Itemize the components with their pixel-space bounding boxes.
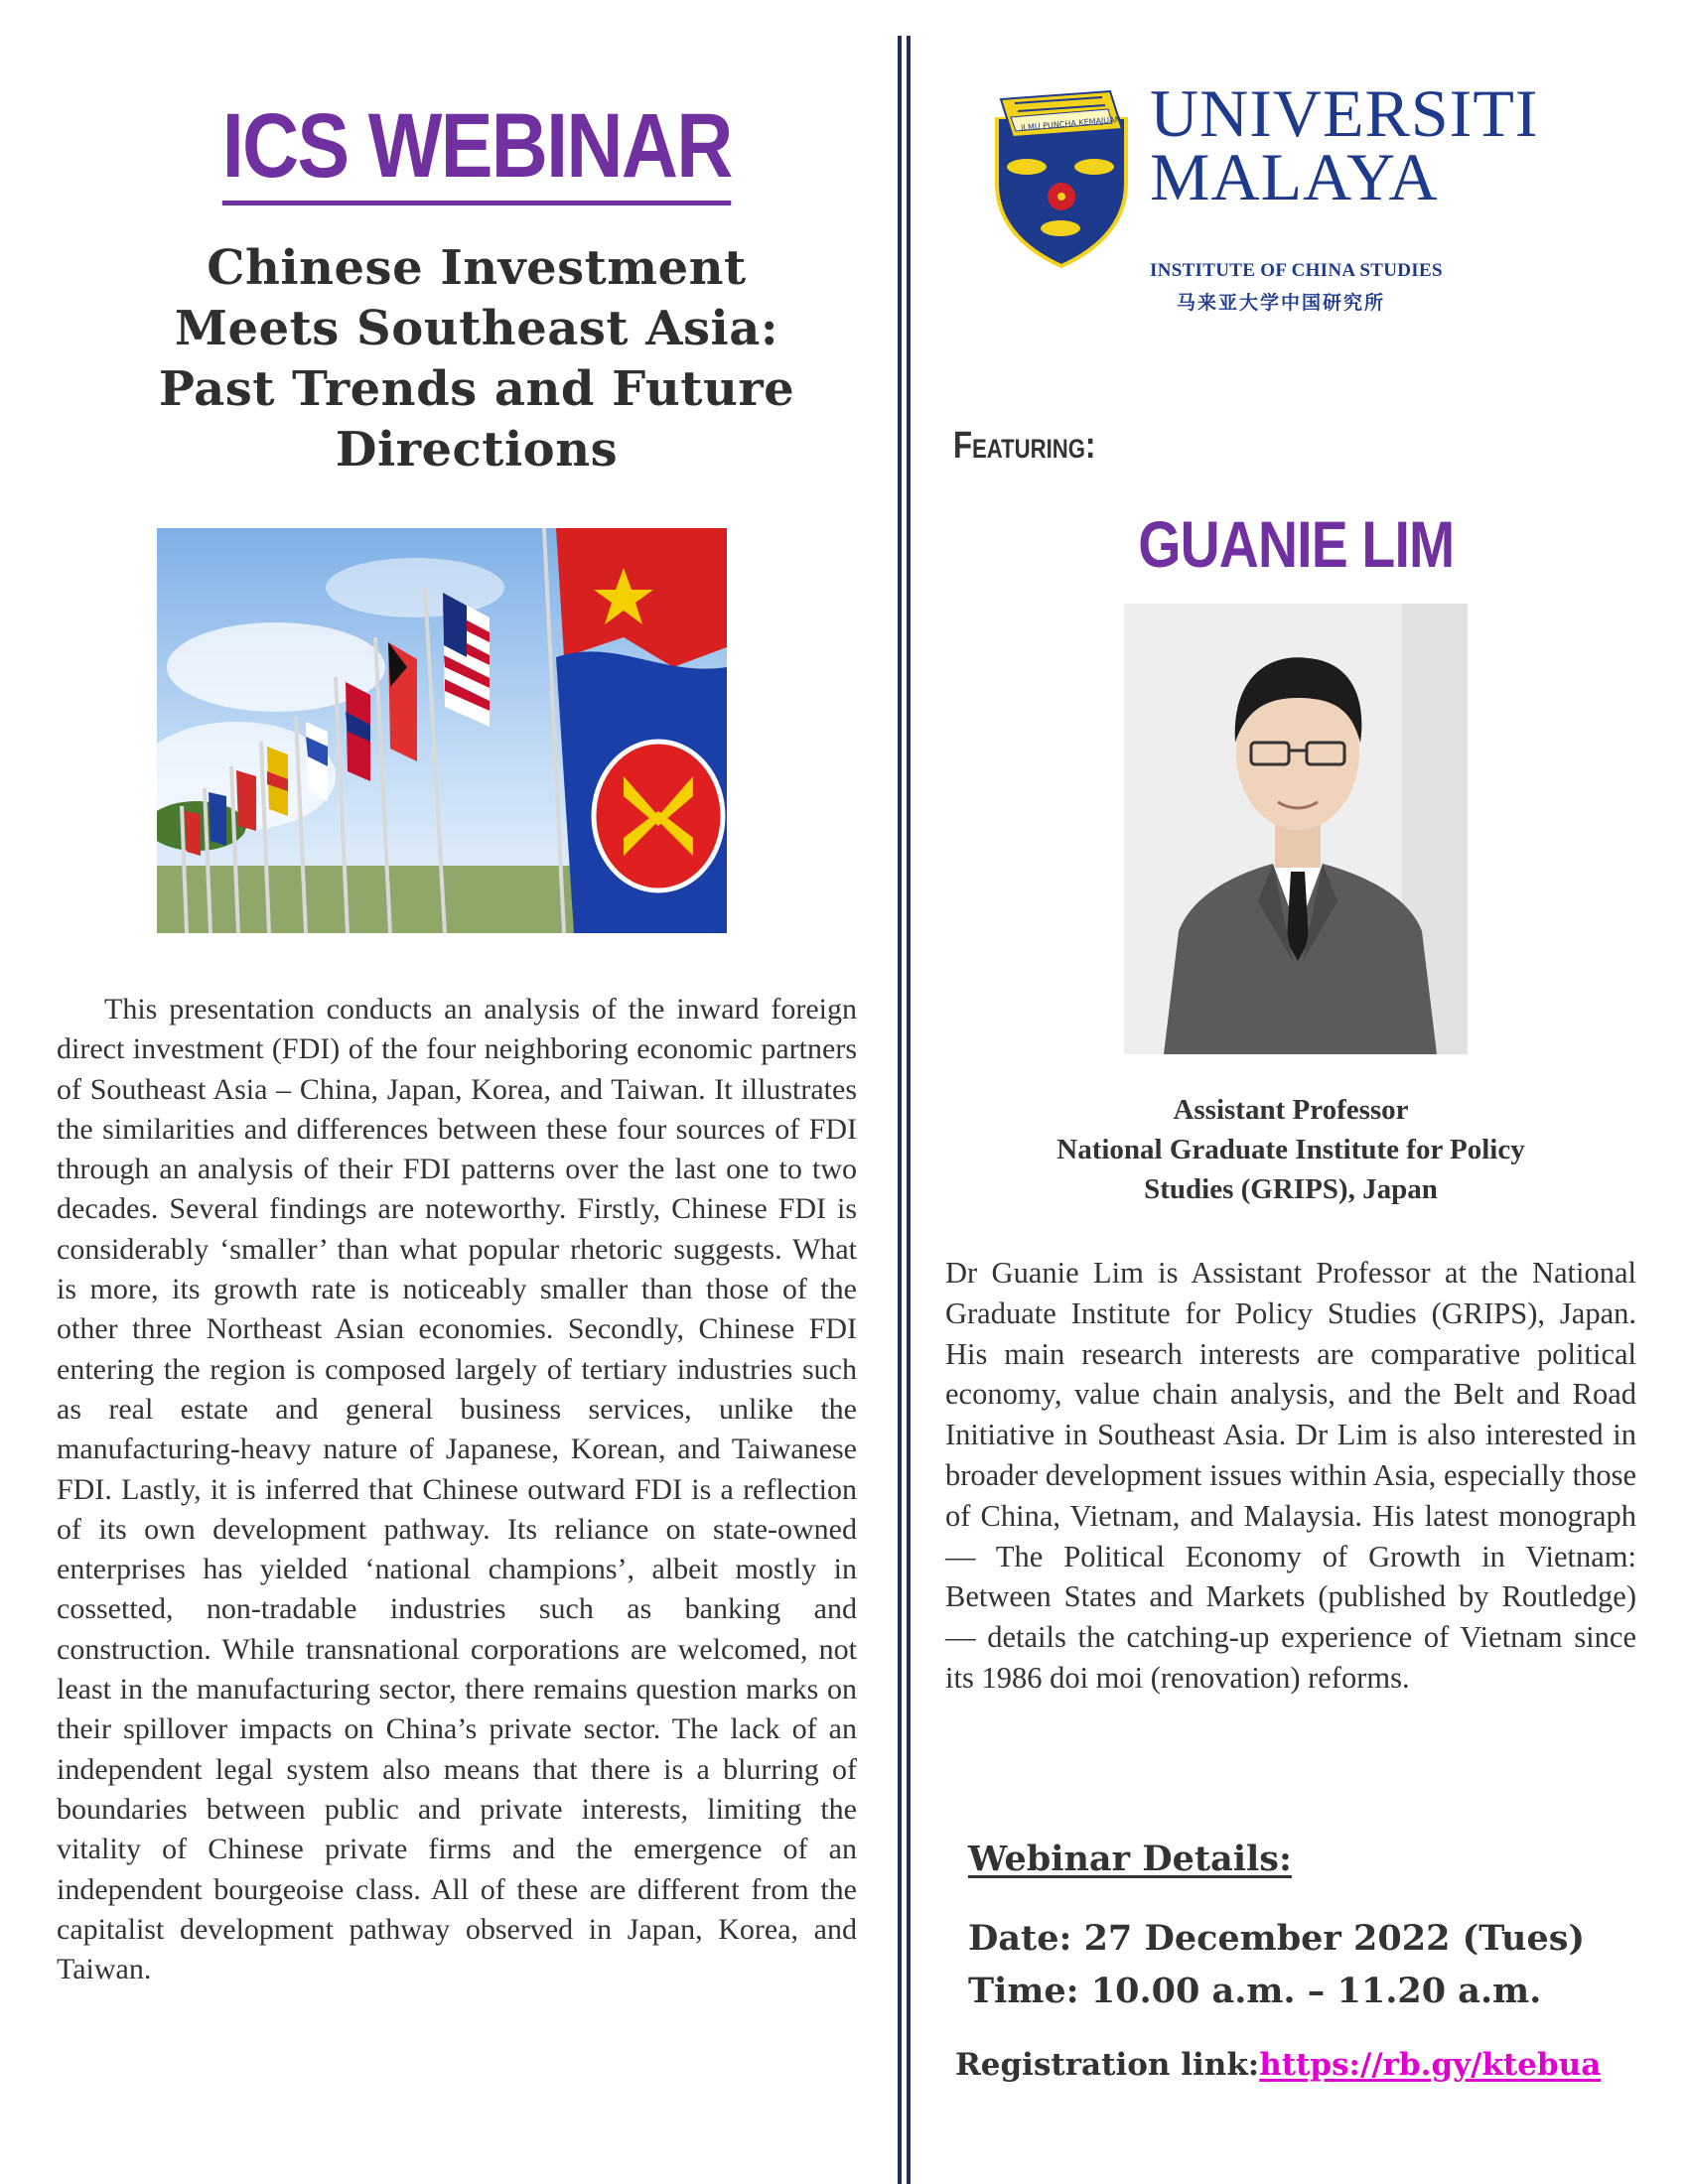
talk-title [60,238,894,480]
speaker-title [943,1090,1638,1209]
talk-title-line: Meets Southeast Asia: [174,301,779,356]
speaker-affiliation-line: Studies (GRIPS), Japan [1144,1173,1438,1205]
talk-title-line: Past Trends and Future [158,361,795,417]
speaker-name [904,506,1688,582]
talk-title-line: Directions [335,422,619,478]
column-divider [898,36,912,2184]
flags-photo [157,528,727,933]
speaker-name-text: GUANIE LIM [1137,507,1455,581]
university-name-line: UNIVERSITI [1150,75,1539,151]
crest-motto: ILMU PUNCHA KEMAJUAN [1020,114,1121,133]
speaker-bio: Dr Guanie Lim is Assistant Professor at the National Graduate Institute for Policy Studies (GRIPS), Japan. His main research interests are comparative political economy, value chain analysis, and the Belt and Road Initiative in Southeast Asia. Dr Lim is also interested in broader development issues within Asia, especially those of China, Vietnam, and Malaysia. His latest monograph — The Political Economy of Growth in Vietnam: Between States and Markets (published by Routledge) — details the catching-up experience of Vietnam since its 1986 doi moi (renovation) reforms. [945,1256,1636,1695]
featuring-label: Featuring: [953,425,1096,467]
flags-illustration [157,528,727,933]
webinar-date: Date: 27 December 2022 (Tues) [968,1918,1586,1959]
abstract-paragraph: This presentation conducts an analysis of the inward foreign direct investment (FDI) of the four neighboring economic partners of Southeast Asia – China, Japan, Korea, and Taiwan. It illustrates the similarities and differences between these four sources of FDI through an analysis of their FDI patterns over the last one to two decades. Several findings are noteworthy. Firstly, Chinese FDI is considerably ‘smaller’ than what popular rhetoric suggests. What is more, its growth rate is noticeably smaller than those of the other three Northeast Asian economies. Secondly, Chinese FDI entering the region is composed largely of tertiary industries such as real estate and general business services, unlike the manufacturing-heavy nature of Japanese, Korean, and Taiwanese FDI. Lastly, it is inferred that Chinese outward FDI is a reflection of its own development pathway. Its reliance on state-owned enterprises has yielded ‘national champions’, albeit mostly in cossetted, non-tradable industries such as banking and construction. While transnational corporations are welcomed, not least in the manufacturing sector, there remains question marks on their spillover impacts on China’s private sector. The lack of an independent legal system also means that there is a blurring of boundaries between public and private interests, limiting the vitality of Chinese private firms and the emergence of an independent bourgeoise class. All of these are different from the capitalist development pathway observed in Japan, Korea, and Taiwan. [57,993,857,1986]
speaker-portrait [1124,604,1468,1054]
speaker-position: Assistant Professor [1173,1094,1409,1126]
webinar-time: Time: 10.00 a.m. – 11.20 a.m. [968,1971,1542,2011]
university-name [1150,75,1539,214]
speaker-affiliation-line: National Graduate Institute for Policy [1056,1134,1525,1165]
webinar-title-text: ICS WEBINAR [222,94,732,205]
institute-name-english: INSTITUTE OF CHINA STUDIES [1150,260,1443,281]
talk-title-line: Chinese Investment [207,240,747,296]
registration-line [955,2047,1601,2083]
crest-icon [991,89,1132,268]
webinar-details-heading: Webinar Details: [968,1839,1292,1879]
registration-link[interactable]: https://rb.gy/ktebua [1259,2047,1602,2083]
university-crest-logo [991,89,1132,268]
webinar-title [60,94,894,205]
university-name-line: MALAYA [1150,139,1439,214]
institute-name-chinese: 马来亚大学中国研究所 [1177,292,1386,314]
registration-label: Registration link: [955,2047,1260,2083]
speaker-photo [1124,604,1468,1054]
